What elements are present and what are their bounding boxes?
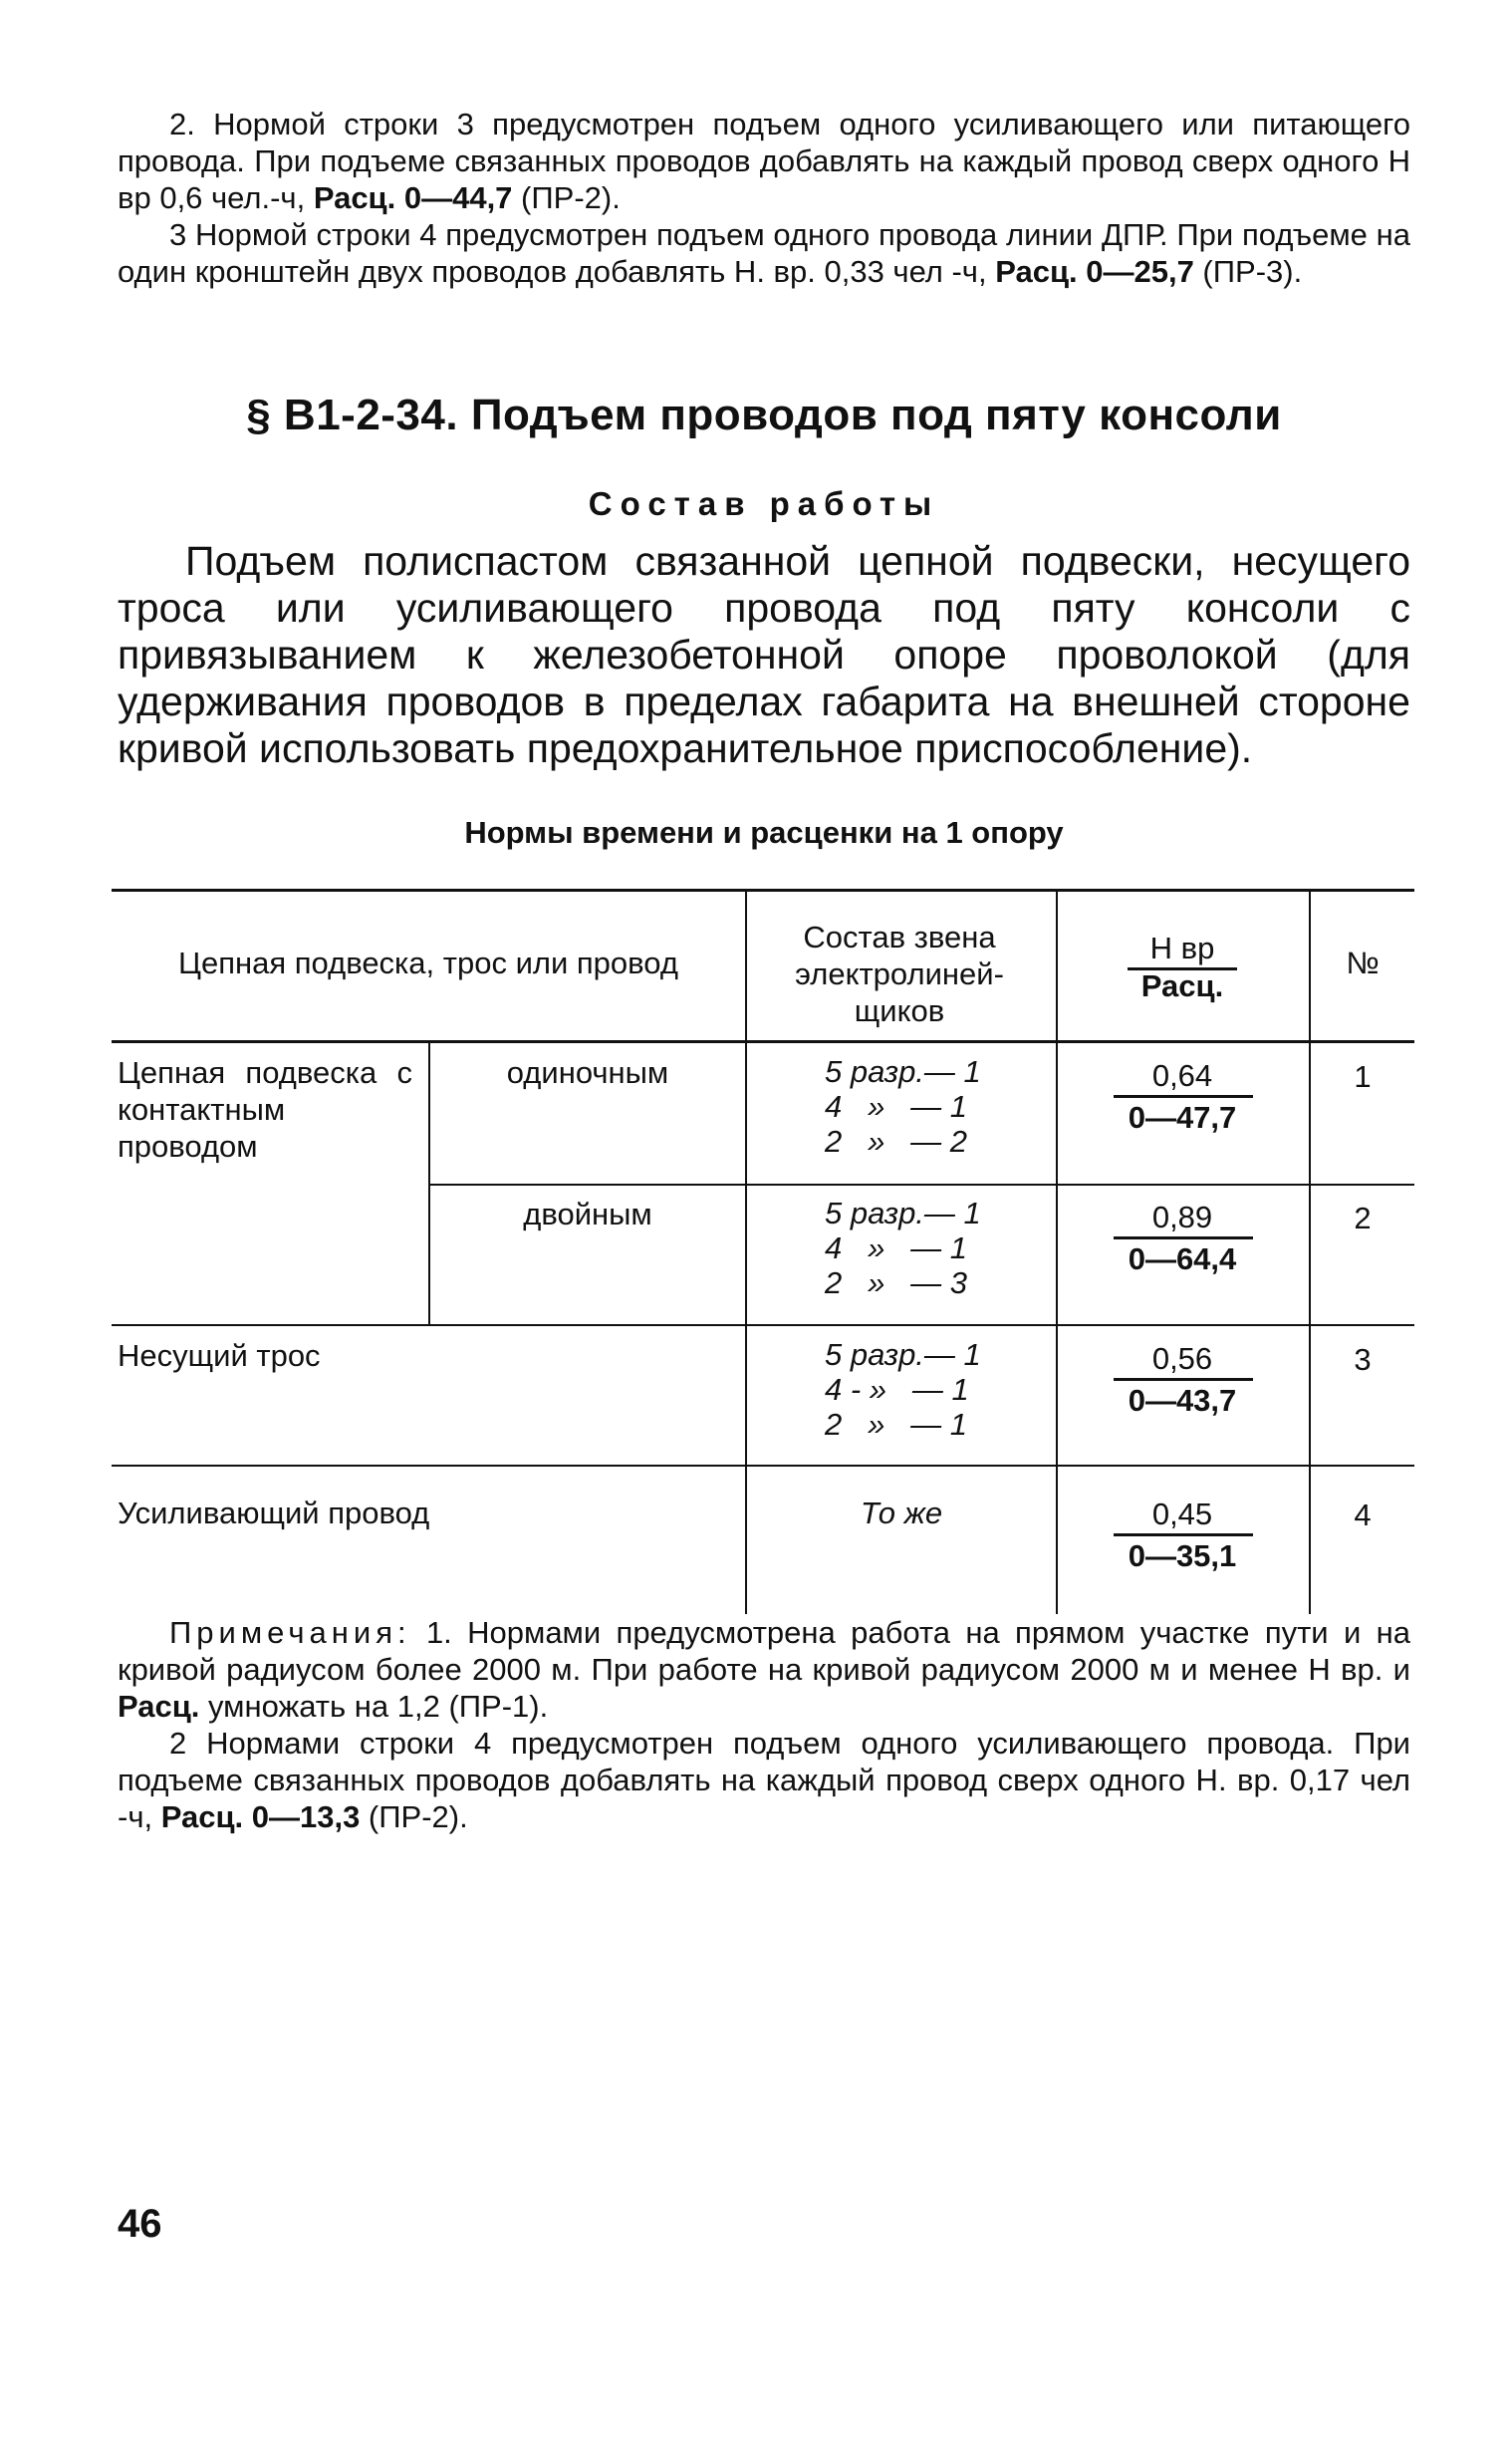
header-item: Цепная подвеска, трос или провод [178, 946, 678, 980]
row-3-label: Несущий трос [118, 1338, 321, 1373]
row-3-norm: 0,56 [1151, 1341, 1213, 1376]
work-composition-heading: Состав работы [588, 485, 940, 522]
footnotes [118, 1614, 1410, 1835]
row-3-number: 3 [1354, 1342, 1372, 1377]
row-2-crew: 5 разр.— 1 4 » — 1 2 » — 3 [825, 1196, 981, 1300]
row-1-crew: 5 разр.— 1 4 » — 1 2 » — 2 [825, 1054, 981, 1159]
row-4-rate: 0—35,1 [1128, 1538, 1237, 1573]
intro-note-2: 2. Нормой строки 3 предусмотрен подъем одного усиливающего или питающего провода. При подъеме связанных проводов добавлять на каждый провод сверх одного Н вр 0,6 чел.-ч, Расц. 0—44,7 (ПР-2). [118, 107, 1410, 215]
row-4-norm: 0,45 [1151, 1497, 1213, 1531]
row-2-number: 2 [1354, 1201, 1372, 1235]
row-1-number: 1 [1354, 1059, 1372, 1094]
group-label: Цепная подвеска с контактным проводом [118, 1055, 412, 1164]
row-4-label: Усиливающий провод [118, 1496, 430, 1530]
header-rate: Расц. [1140, 968, 1224, 1003]
header-crew: Состав звена электролиней-щиков [795, 920, 1004, 1028]
row-4-number: 4 [1354, 1498, 1372, 1532]
work-composition-text: Подъем полиспастом связанной цепной подвески, несущего троса или усиливающего провода под пяту консоли с привязыванием к железобетонной опоре проволокой (для удерживания проводов в пределах габарита на внешней стороне кривой использовать предохранительное приспособление). [118, 538, 1410, 771]
footnote-1: Примечания: 1. Нормами предусмотрена работа на прямом участке пути и на кривой радиусом более 2000 м. При работе на кривой радиусом 2000 м и менее Н вр. и Расц. умножать на 1,2 (ПР-1). [118, 1615, 1410, 1724]
row-2-sub: двойным [523, 1197, 652, 1231]
row-1-norm: 0,64 [1151, 1058, 1213, 1093]
row-3-rate: 0—43,7 [1128, 1383, 1237, 1418]
table-caption: Нормы времени и расценки на 1 опору [464, 815, 1064, 850]
row-1-rate: 0—47,7 [1128, 1100, 1237, 1135]
header-norm: Н вр [1149, 931, 1215, 965]
header-number: № [1346, 946, 1380, 980]
row-3-crew: 5 разр.— 1 4 - » — 1 2 » — 1 [825, 1337, 981, 1442]
row-2-norm: 0,89 [1151, 1200, 1213, 1234]
row-2-rate: 0—64,4 [1128, 1241, 1237, 1276]
intro-note-3: 3 Нормой строки 4 предусмотрен подъем одного провода линии ДПР. При подъеме на один кронштейн двух проводов добавлять Н. вр. 0,33 чел -ч, Расц. 0—25,7 (ПР-3). [118, 217, 1410, 289]
footnote-2: 2 Нормами строки 4 предусмотрен подъем одного усиливающего провода. При подъеме связанных проводов добавлять на каждый провод сверх одного Н. вр. 0,17 чел -ч, Расц. 0—13,3 (ПР-2). [118, 1726, 1410, 1834]
norms-table [112, 889, 1414, 1616]
section-heading: § В1-2-34. Подъем проводов под пяту консоли [246, 391, 1282, 439]
intro-notes [118, 106, 1410, 290]
row-1-sub: одиночным [506, 1055, 669, 1090]
row-4-crew: То же [860, 1496, 943, 1530]
page-number: 46 [118, 2202, 162, 2246]
